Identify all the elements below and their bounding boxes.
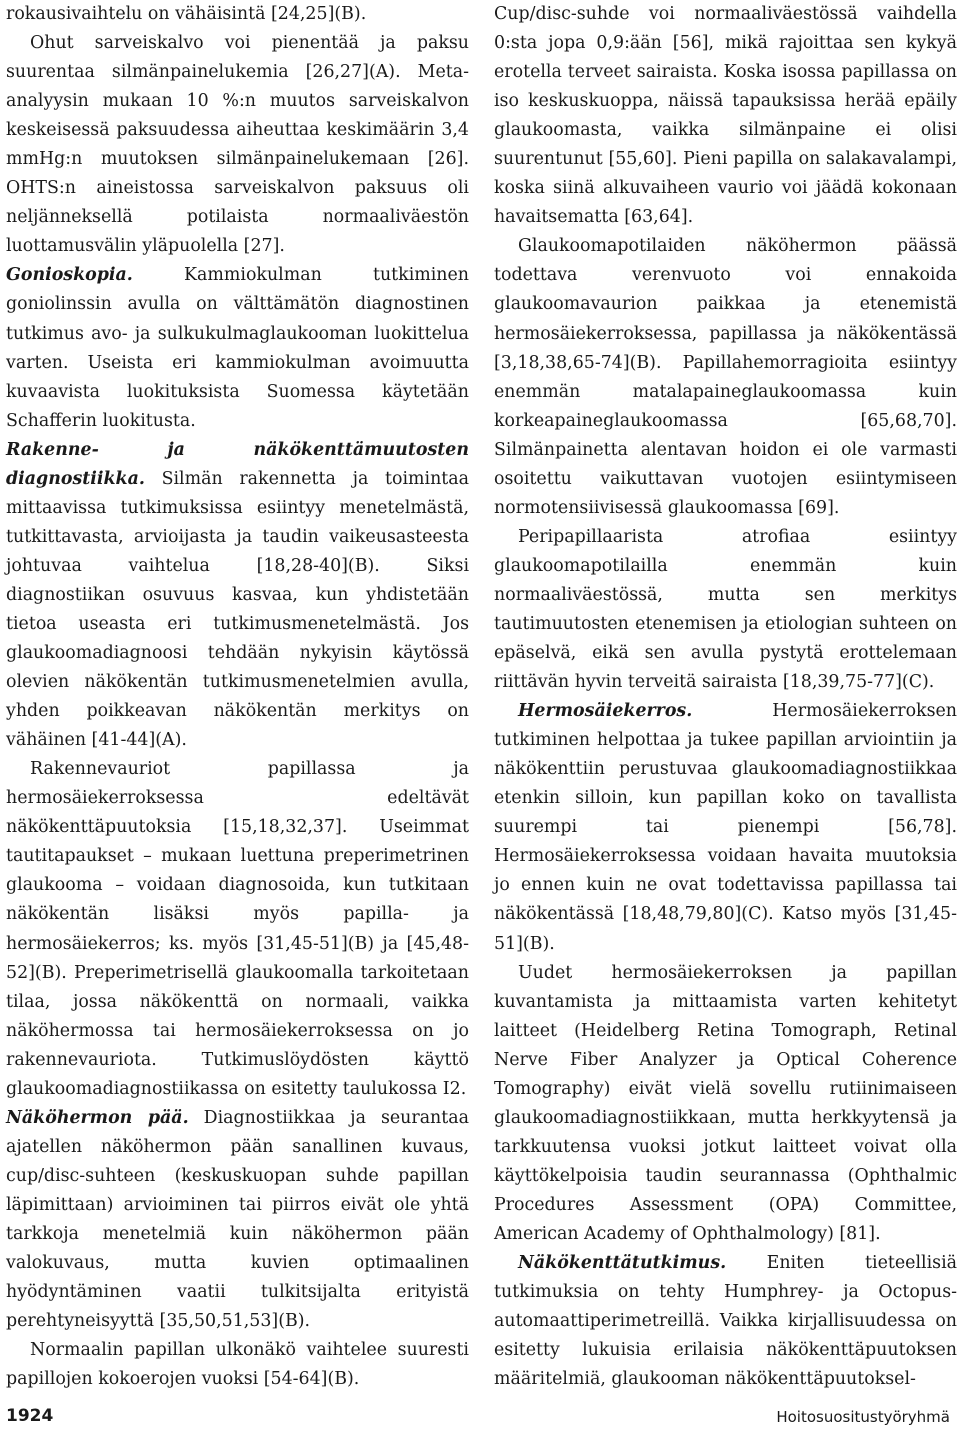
paragraph: Uudet hermosäiekerroksen ja papillan kuvantamista ja mittaamista varten kehitetyt laitteet (Heidelberg Retina Tomograph, Retinal Nerve Fiber Analyzer ja Optical Coherence Tomography) eivät vielä sovellu rutiinimaiseen glaukoomadiagnostiikkaan, mutta herkkyytensä ja tarkkuutensa vuoksi jotkut laitteet voivat olla käyttökelpoisia taudin seurannassa (Ophthalmic Procedures Assessment (OPA) Committee, American Academy of Ophthalmology) [81].	[494, 962, 957, 1244]
section-heading-nakohermon-paa: Näköhermon pää.	[6, 1107, 189, 1128]
paragraph: rokausivaihtelu on vähäisintä [24,25](B).	[6, 4, 367, 24]
paragraph: Peripapillaarista atrofiaa esiintyy glaukoomapotilailla enemmän kuin normaaliväestössä, mutta sen merkitys tautimuutosten etenemisen ja etiologian suhteen on epäselvä, eikä sen avulla pystytä erottelemaan riittävän hyvin terveitä sairaista [18,39,75-77](C).	[494, 526, 957, 693]
paragraph	[6, 1104, 469, 1336]
paragraph	[6, 261, 469, 435]
right-column	[494, 0, 957, 1394]
paragraph	[494, 1249, 957, 1394]
publisher-name: Hoitosuositustyöryhmä	[776, 1408, 950, 1426]
page-number: 1924	[6, 1406, 54, 1426]
section-heading-nakokenttatutkimus: Näkökenttätutkimus.	[518, 1253, 727, 1274]
paragraph-text: Eniten tieteellisiä tutkimuksia on tehty Humphrey- ja Octopus-automaattiperimetreillä. Vaikka kirjallisuudessa on esitetty lukuisia erilaisia näkökenttäpuutoksen määritelmiä, glaukooman näkökenttäpuutoksel-	[494, 1253, 957, 1390]
paragraph-text: Kammiokulman tutkiminen goniolinssin avulla on välttämätön diagnostinen tutkimus avo- ja sulkukulmaglaukooman luokittelua varten. Useista eri kammiokulman avoimuutta kuvaavista luokituksista Suomessa käytetään Schafferin luokitusta.	[6, 265, 469, 431]
paragraph: Normaalin papillan ulkonäkö vaihtelee suuresti papillojen kokoerojen vuoksi [54-64](B).	[6, 1340, 469, 1390]
paragraph: Rakennevauriot papillassa ja hermosäiekerroksessa edeltävät näkökenttäpuutoksia [15,18,32,37]. Useimmat tautitapaukset – mukaan luettuna preperimetrinen glaukooma – voidaan diagnosoida, kun tutkitaan näkökentän lisäksi myös papilla- ja hermosäiekerros; ks. myös [31,45-51](B) ja [45,48-52](B). Preperimetrisellä glaukoomalla tarkoitetaan tilaa, jossa näkökenttä on normaali, vaikka näköhermossa tai hermosäiekerroksessa on jo rakennevauriota. Tutkimuslöydösten käyttö glaukoomadiagnostiikassa on esitetty taulukossa I2.	[6, 759, 469, 1099]
paragraph: Cup/disc-suhde voi normaaliväestössä vaihdella 0:sta jopa 0,9:ään [56], mikä rajoittaa sen kykyä erotella terveet sairaista. Koska isossa papillassa on iso keskuskuoppa, näissä tapauksissa herää epäily glaukoomasta, vaikka silmänpaine ei olisi suurentunut [55,60]. Pieni papilla on salakavalampi, koska siinä alkuvaiheen vaurio voi jäädä kokonaan havaitsematta [63,64].	[494, 4, 957, 228]
left-column	[6, 0, 469, 1394]
section-heading-hermosaiekerros: Hermosäiekerros.	[518, 701, 693, 722]
paragraph	[494, 697, 957, 958]
paragraph-text: Silmän rakennetta ja toimintaa mittaavissa tutkimuksissa esiintyy menetelmästä, tutkittavasta, arvioijasta ja taudin vaikeusasteesta johtuvaa vaihtelua [18,28-40](B). Siksi diagnostiikan osuvuus kasvaa, kun yhdistetään tietoa useasta eri tutkimusmenetelmästä. Jos glaukoomadiagnoosi tehdään nykyisin käytössä olevien näkökentän tutkimusmenetelmien avulla, yhden poikkeavan näkökentän merkitys on vähäinen [41-44](A).	[6, 468, 469, 751]
section-heading-gonioskopia: Gonioskopia.	[6, 265, 133, 286]
paragraph	[6, 436, 469, 756]
paragraph-text: Hermosäiekerroksen tutkiminen helpottaa ja tukee papillan arviointiin ja näkökenttiin perustuvaa glaukoomadiagnostiikkaa etenkin silloin, kun papillan koko on tavallista suurempi tai pienempi [56,78]. Hermosäiekerroksessa voidaan havaita muutoksia jo ennen kuin ne ovat todettavissa papillassa tai näkökentässä [18,48,79,80](C). Katso myös [31,45-51](B).	[494, 701, 957, 954]
paragraph: Glaukoomapotilaiden näköhermon päässä todettava verenvuoto voi ennakoida glaukoomavaurion paikkaa ja etenemistä hermosäiekerroksessa, papillassa ja näkökentässä [3,18,38,65-74](B). Papillahemorragioita esiintyy enemmän matalapaineglaukoomassa kuin korkeapaineglaukoomassa [65,68,70]. Silmänpainetta alentavan hoidon ei ole varmasti osoitettu vaikuttavan vuotojen esiintymiseen normotensiivisessä glaukoomassa [69].	[494, 236, 957, 518]
paragraph-text: Diagnostiikkaa ja seurantaa ajatellen näköhermon pään sanallinen kuvaus, cup/disc-suhteen (keskuskuopan suhde papillan läpimittaan) arvioiminen tai piirros eivät ole yhtä tarkkoja menetelmiä kuin näköhermon pään valokuvaus, mutta kuvien optimaalinen hyödyntäminen vaatii tulkitsijalta erityistä perehtyneisyyttä [35,50,51,53](B).	[6, 1107, 469, 1332]
paragraph: Ohut sarveiskalvo voi pienentää ja paksu suurentaa silmänpainelukemia [26,27](A). Meta-analyysin mukaan 10 %:n muutos sarveiskalvon keskeisessä paksuudessa aiheuttaa keskimäärin 3,4 mmHg:n muutoksen silmänpainelukemaan [26]. OHTS:n aineistossa sarveiskalvon paksuus oli neljänneksellä potilaista normaaliväestön luottamusvälin yläpuolella [27].	[6, 33, 469, 257]
section-heading-rakenne: Rakenne- ja näkökenttämuutosten diagnostiikka.	[6, 439, 469, 489]
